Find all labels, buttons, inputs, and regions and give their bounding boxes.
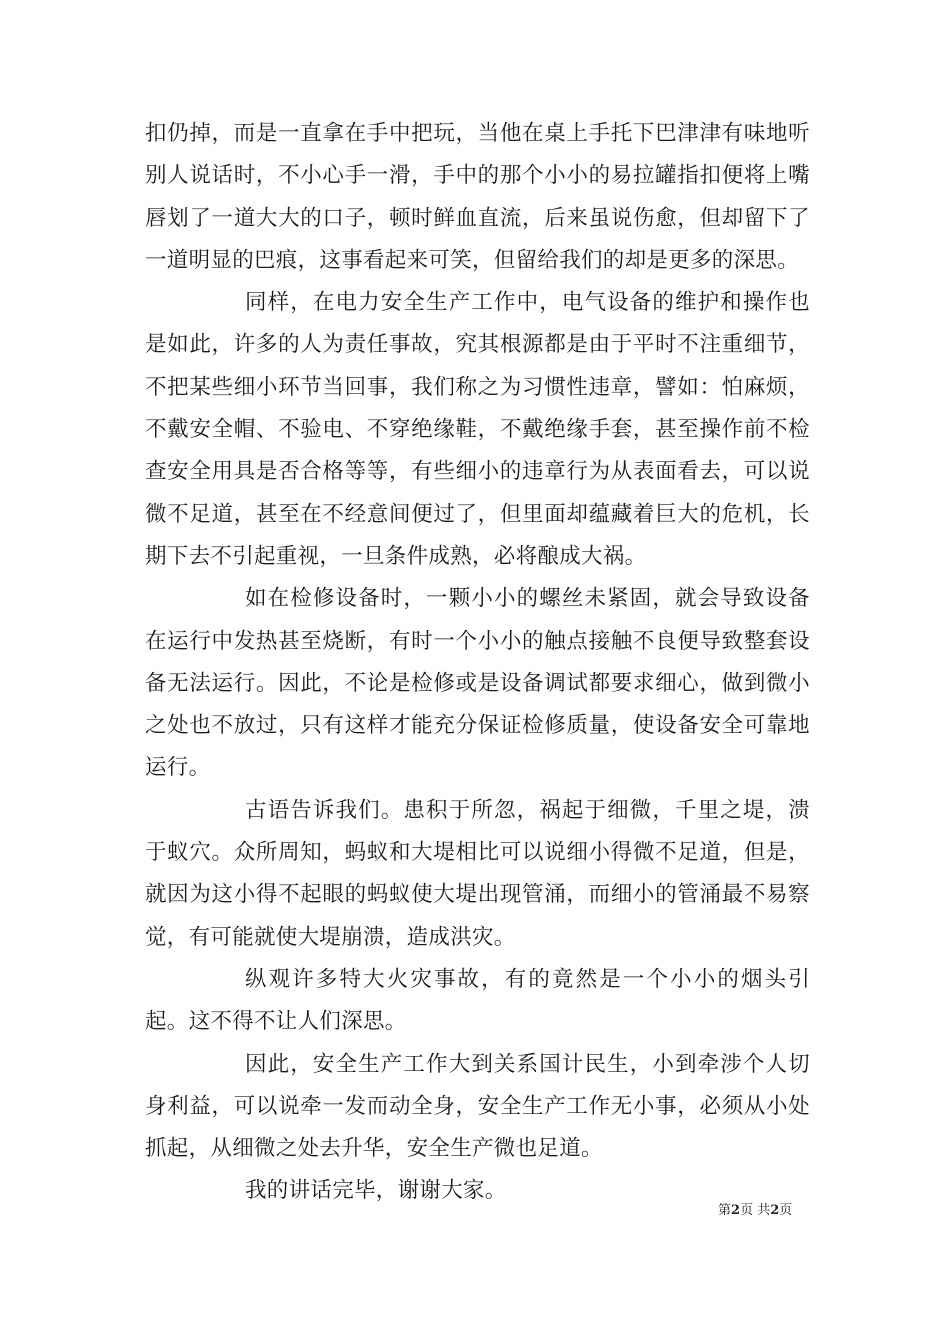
paragraph-continuation: 扣仍掉，而是一直拿在手中把玩，当他在桌上手托下巴津津有味地听别人说话时，不小心手一滑，手中的那个小小的易拉罐指扣便将上嘴唇划了一道大大的口子，顿时鲜血直流，后来虽说伤愈，但却留下了一道明显的巴痕，这事看起来可笑，但留给我们的却是更多的深思。: [145, 121, 810, 273]
paragraph-conclusion: 因此，安全生产工作大到关系国计民生，小到牵涉个人切身利益，可以说牵一发而动全身，安全生产工作无小事，必须从小处抓起，从细微之处去升华，安全生产微也足道。: [145, 1051, 810, 1162]
footer-suffix: 页: [779, 1203, 793, 1218]
paragraph-proverb: 古语告诉我们。患积于所忽，祸起于细微，千里之堤，溃于蚁穴。众所周知，蚂蚁和大堤相比可以说细小得微不足道，但是，就因为这小得不起眼的蚂蚁使大堤出现管涌，而细小的管涌最不易察觉，有可能就使大堤崩溃，造成洪灾。: [145, 797, 810, 950]
paragraph-closing: 我的讲话完毕，谢谢大家。: [245, 1178, 507, 1204]
paragraph-equipment-maintenance: 如在检修设备时，一颗小小的螺丝未紧固，就会导致设备在运行中发热甚至烧断，有时一个小小的触点接触不良便导致整套设备无法运行。因此，不论是检修或是设备调试都要求细心，做到微小之处也不放过，只有这样才能充分保证检修质量，使设备安全可靠地运行。: [145, 586, 810, 781]
footer-middle: 页 共: [740, 1203, 771, 1218]
footer-prefix: 第: [718, 1203, 732, 1218]
current-page-number: 2: [731, 1203, 741, 1218]
total-pages-number: 2: [770, 1203, 780, 1218]
paragraph-fire-accidents: 纵观许多特大火灾事故，有的竟然是一个小小的烟头引起。这不得不让人们深思。: [145, 966, 810, 1035]
paragraph-electrical-safety: 同样，在电力安全生产工作中，电气设备的维护和操作也是如此，许多的人为责任事故，究其根源都是由于平时不注重细节，不把某些细小环节当回事，我们称之为习惯性违章，譬如：怕麻烦，不戴安全帽、不验电、不穿绝缘鞋，不戴绝缘手套，甚至操作前不检查安全用具是否合格等等，有些细小的违章行为从表面看去，可以说微不足道，甚至在不经意间便过了，但里面却蕴藏着巨大的危机，长期下去不引起重视，一旦条件成熟，必将酿成大祸。: [145, 290, 810, 569]
page-number-footer: [718, 1202, 792, 1220]
document-body: [145, 113, 810, 1213]
